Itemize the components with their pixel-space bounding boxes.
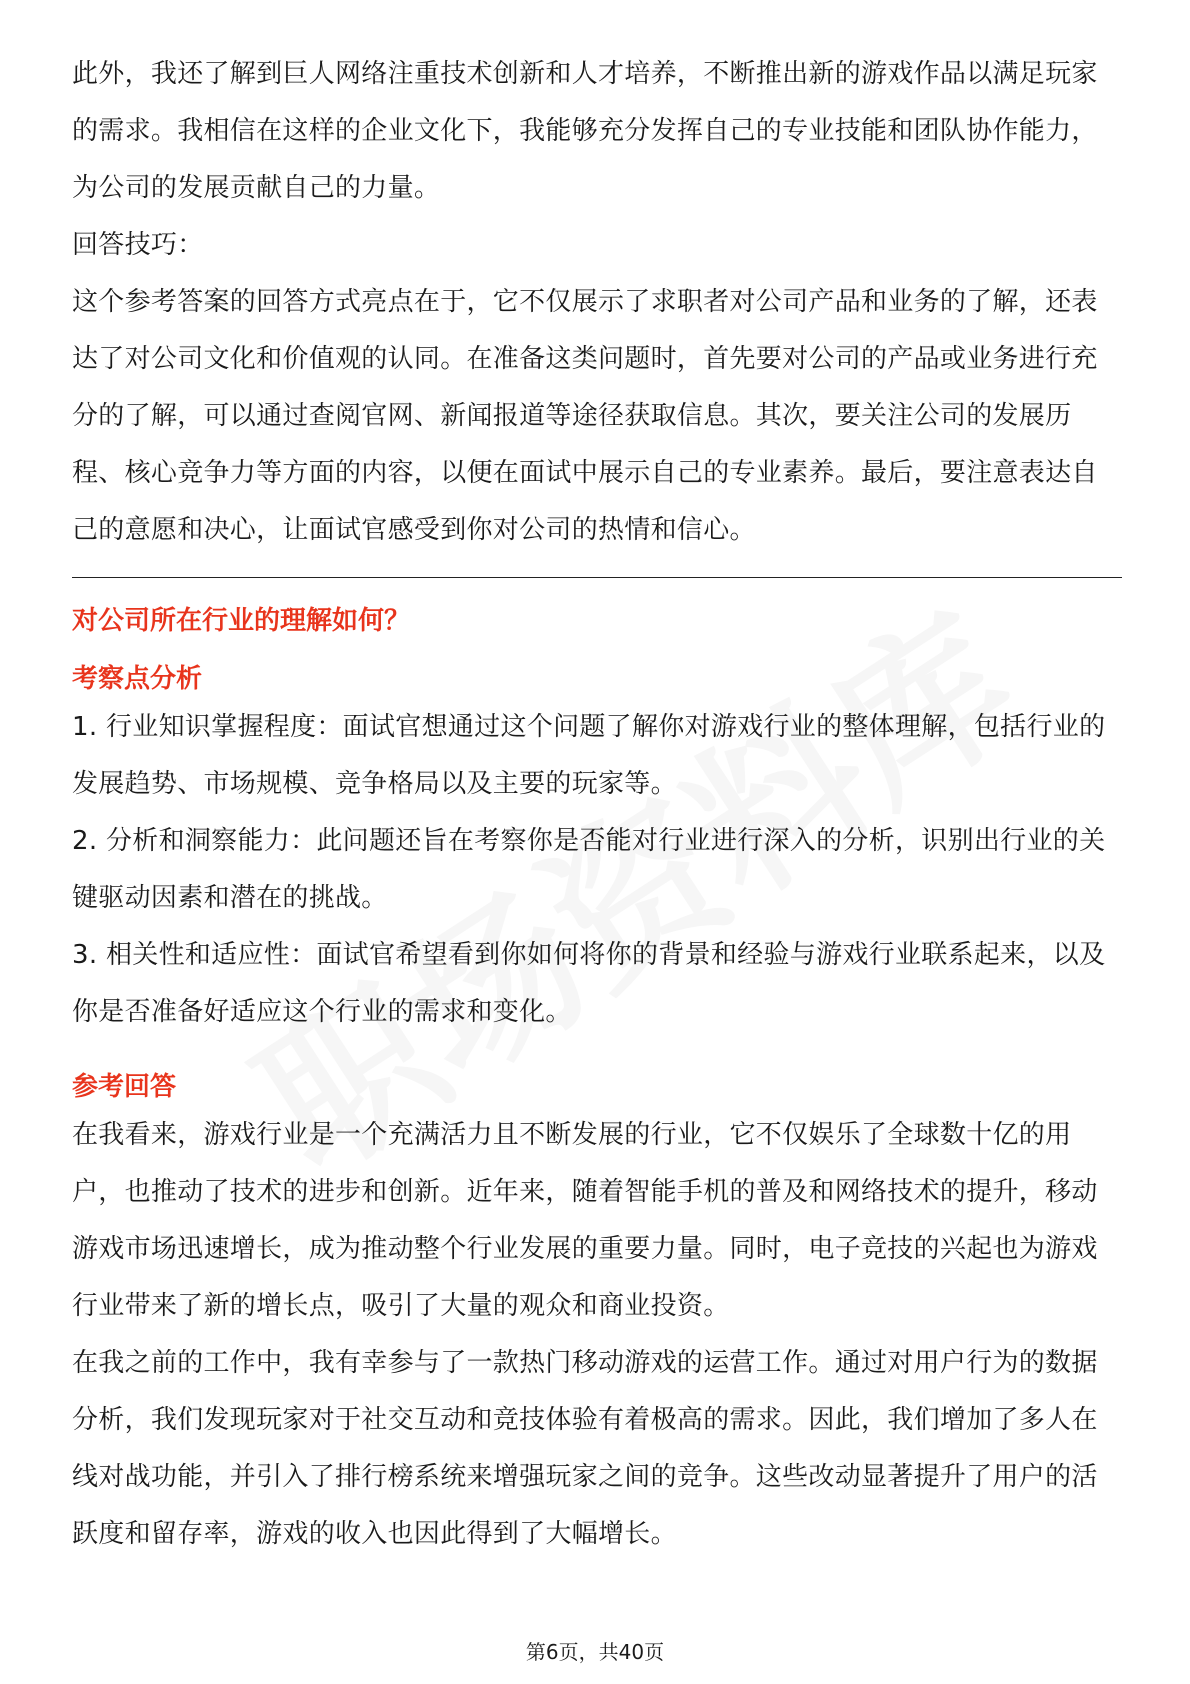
answer-paragraph: 在我看来，游戏行业是一个充满活力且不断发展的行业，它不仅娱乐了全球数十亿的用户，也推动了技术的进步和创新。近年来，随着智能手机的普及和网络技术的提升，移动游戏市场迅速增长，成为推动整个行业发展的重要力量。同时，电子竞技的兴起也为游戏行业带来了新的增长点，吸引了大量的观众和商业投资。 [72,1120,1098,1321]
paragraph-answer-tips: 这个参考答案的回答方式亮点在于，它不仅展示了求职者对公司产品和业务的了解，还表达了对公司文化和价值观的认同。在准备这类问题时，首先要对公司的产品或业务进行充分的了解，可以通过查阅官网、新闻报道等途径获取信息。其次，要关注公司的发展历程、核心竞争力等方面的内容，以便在面试中展示自己的专业素养。最后，要注意表达自己的意愿和决心，让面试官感受到你对公司的热情和信心。 [72,287,1098,545]
page-number: 第6页，共40页 [525,1640,665,1664]
analysis-point: 1. 行业知识掌握程度：面试官想通过这个问题了解你对游戏行业的整体理解，包括行业的发展趋势、市场规模、竞争格局以及主要的玩家等。 [72,712,1106,799]
analysis-point: 3. 相关性和适应性：面试官希望看到你如何将你的背景和经验与游戏行业联系起来，以及你是否准备好适应这个行业的需求和变化。 [72,940,1106,1027]
analysis-point: 2. 分析和洞察能力：此问题还旨在考察你是否能对行业进行深入的分析，识别出行业的关键驱动因素和潜在的挑战。 [72,826,1106,913]
answer-tips-label: 回答技巧： [72,230,204,260]
paragraph-company-culture: 此外，我还了解到巨人网络注重技术创新和人才培养，不断推出新的游戏作品以满足玩家的需求。我相信在这样的企业文化下，我能够充分发挥自己的专业技能和团队协作能力，为公司的发展贡献自己的力量。 [72,59,1098,203]
answer-paragraph: 在我之前的工作中，我有幸参与了一款热门移动游戏的运营工作。通过对用户行为的数据分析，我们发现玩家对于社交互动和竞技体验有着极高的需求。因此，我们增加了多人在线对战功能，并引入了排行榜系统来增强玩家之间的竞争。这些改动显著提升了用户的活跃度和留存率，游戏的收入也因此得到了大幅增长。 [72,1348,1098,1549]
page-content [72,0,1122,1563]
question-title: 对公司所在行业的理解如何？ [72,606,411,636]
section-divider [72,577,1122,578]
analysis-heading: 考察点分析 [72,664,203,694]
answer-heading: 参考回答 [72,1072,177,1102]
